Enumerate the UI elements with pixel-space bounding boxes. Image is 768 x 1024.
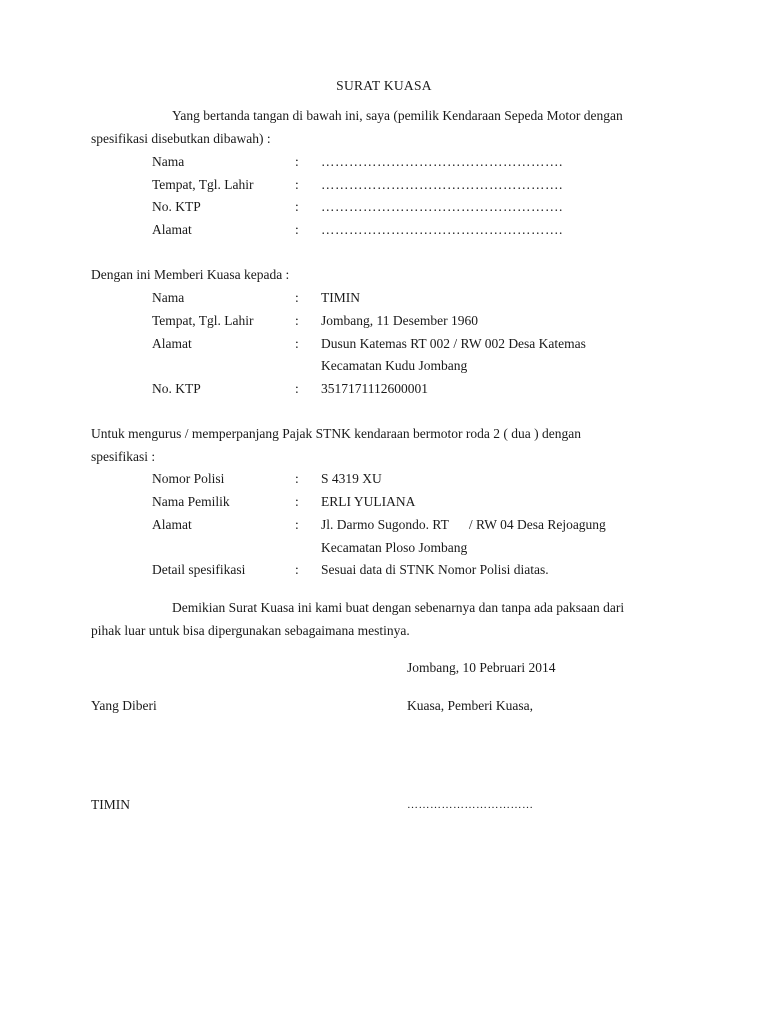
vehicle-address-label: Alamat [152, 517, 192, 532]
grantee-address-colon: : [295, 336, 299, 351]
grantee-name-label: Nama [152, 290, 185, 305]
vehicle-owner-colon: : [295, 494, 299, 509]
owner-ktp-label: No. KTP [152, 199, 201, 214]
purpose-line-1: Untuk mengurus / memperpanjang Pajak STNK kendaraan bermotor roda 2 ( dua ) dengan [91, 426, 581, 441]
grantee-heading: Dengan ini Memberi Kuasa kepada : [91, 267, 290, 282]
owner-address-blank: ……………………………………………. [321, 222, 563, 237]
owner-birth-blank: ……………………………………………. [321, 177, 563, 192]
owner-name-blank: ……………………………………………. [321, 154, 563, 169]
vehicle-detail-value: Sesuai data di STNK Nomor Polisi diatas. [321, 562, 549, 577]
grantee-birth-colon: : [295, 313, 299, 328]
closing-line-2: pihak luar untuk bisa dipergunakan sebagaimana mestinya. [91, 623, 410, 638]
vehicle-detail-colon: : [295, 562, 299, 577]
owner-name-label: Nama [152, 154, 185, 169]
intro-line-1: Yang bertanda tangan di bawah ini, saya (pemilik Kendaraan Sepeda Motor dengan [172, 108, 623, 123]
owner-address-colon: : [295, 222, 299, 237]
signature-left-label: Yang Diberi [91, 698, 157, 713]
owner-ktp-blank: ……………………………………………. [321, 199, 563, 214]
grantee-birth-value: Jombang, 11 Desember 1960 [321, 313, 478, 328]
vehicle-address-value: Jl. Darmo Sugondo. RT / RW 04 Desa Rejoagung [321, 517, 606, 532]
grantee-name-colon: : [295, 290, 299, 305]
grantee-address-value: Dusun Katemas RT 002 / RW 002 Desa Katemas [321, 336, 586, 351]
vehicle-address-colon: : [295, 517, 299, 532]
owner-ktp-colon: : [295, 199, 299, 214]
owner-birth-colon: : [295, 177, 299, 192]
vehicle-plate-value: S 4319 XU [321, 471, 382, 486]
grantee-ktp-colon: : [295, 381, 299, 396]
grantee-address-value-2: Kecamatan Kudu Jombang [321, 358, 468, 373]
signature-right-label: Kuasa, Pemberi Kuasa, [407, 698, 533, 713]
vehicle-owner-label: Nama Pemilik [152, 494, 230, 509]
vehicle-owner-value: ERLI YULIANA [321, 494, 416, 509]
owner-name-colon: : [295, 154, 299, 169]
vehicle-address-value-2: Kecamatan Ploso Jombang [321, 540, 468, 555]
signature-left-name: TIMIN [91, 797, 130, 812]
place-date: Jombang, 10 Pebruari 2014 [407, 660, 556, 675]
vehicle-detail-label: Detail spesifikasi [152, 562, 246, 577]
signature-right-blank: …………………………… [407, 799, 534, 811]
owner-address-label: Alamat [152, 222, 192, 237]
closing-line-1: Demikian Surat Kuasa ini kami buat dengan sebenarnya dan tanpa ada paksaan dari [172, 600, 625, 615]
grantee-name-value: TIMIN [321, 290, 360, 305]
vehicle-plate-label: Nomor Polisi [152, 471, 225, 486]
intro-line-2: spesifikasi disebutkan dibawah) : [91, 131, 271, 146]
owner-birth-label: Tempat, Tgl. Lahir [152, 177, 254, 192]
grantee-ktp-label: No. KTP [152, 381, 201, 396]
grantee-ktp-value: 3517171112600001 [321, 381, 428, 396]
grantee-birth-label: Tempat, Tgl. Lahir [152, 313, 254, 328]
vehicle-plate-colon: : [295, 471, 299, 486]
purpose-line-2: spesifikasi : [91, 449, 156, 464]
grantee-address-label: Alamat [152, 336, 192, 351]
letter-title: SURAT KUASA [336, 78, 432, 93]
